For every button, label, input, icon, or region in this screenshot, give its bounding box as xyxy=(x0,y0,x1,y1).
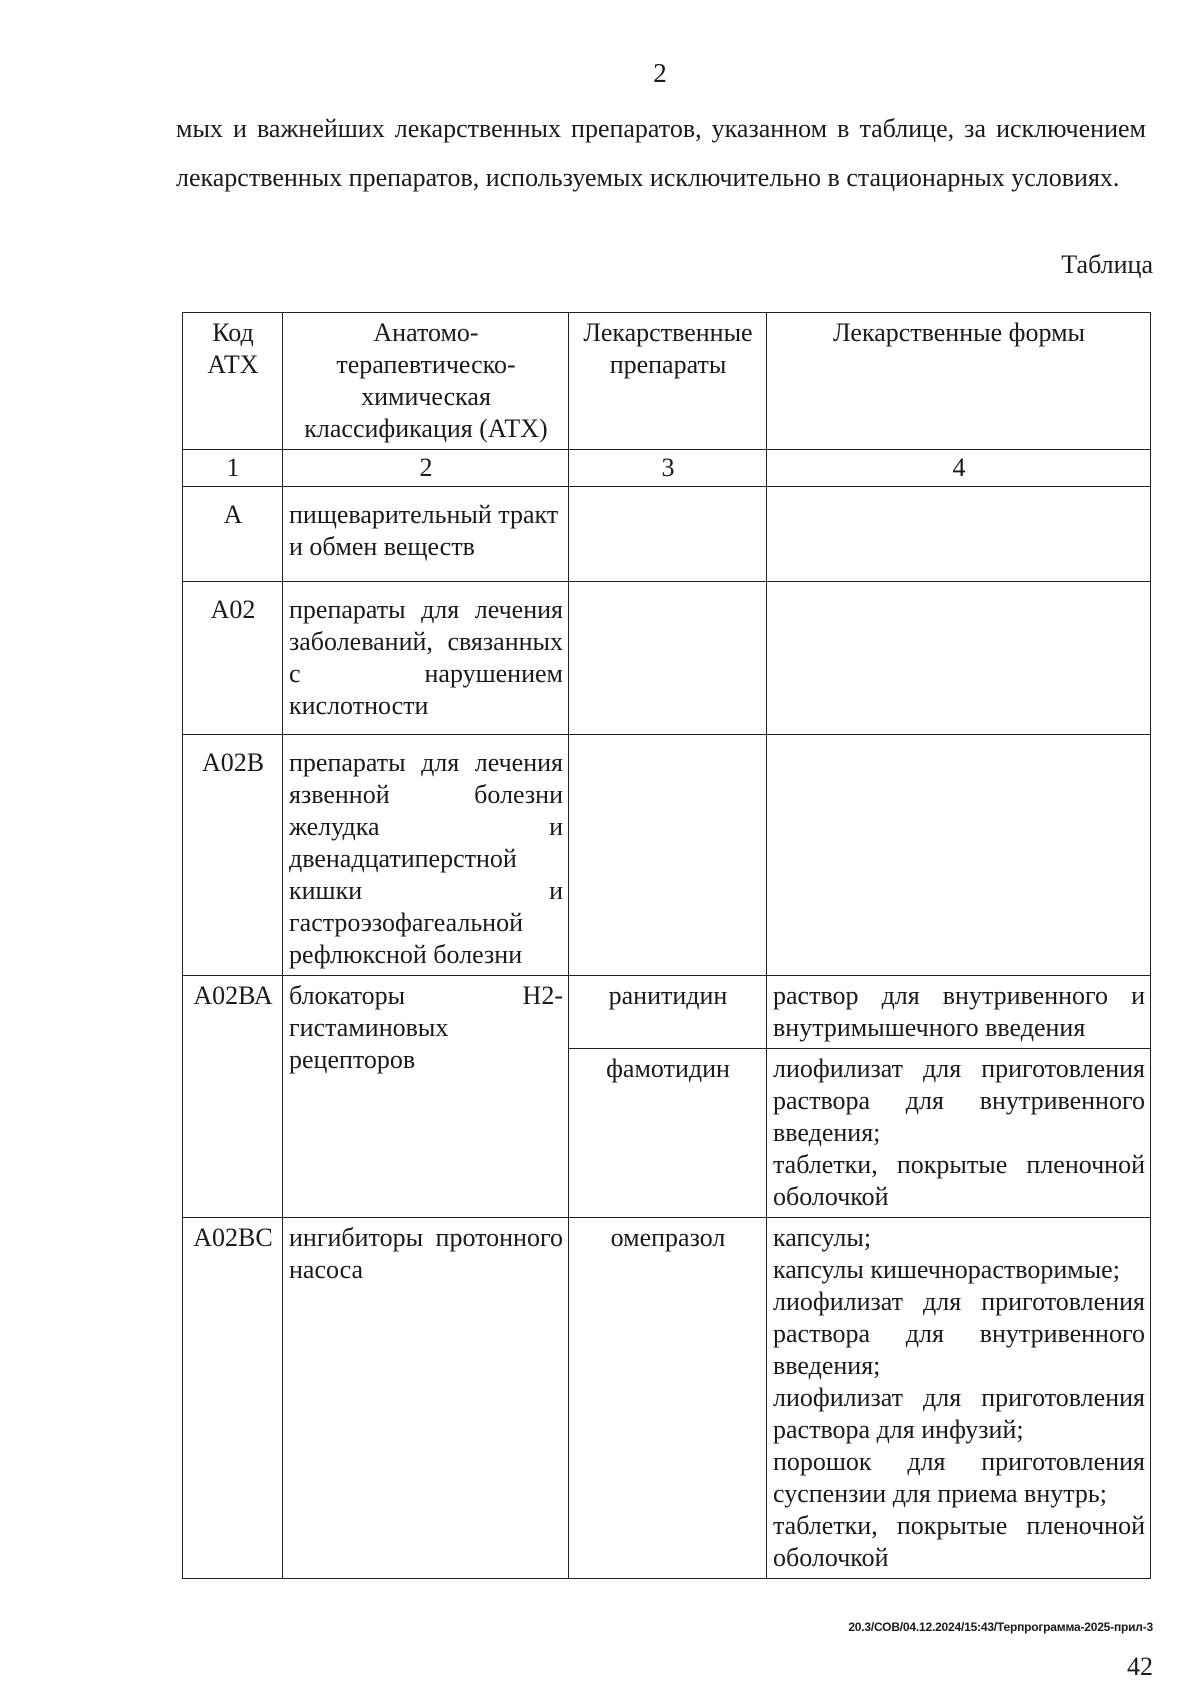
header-classification: Анатомо-терапевтическо-химическая классификация (АТХ) xyxy=(283,313,569,450)
table-row xyxy=(183,487,1151,582)
drug-form-item: таблетки, покрытые пленочной оболочкой xyxy=(773,1150,1145,1211)
atx-code: А02В xyxy=(183,735,283,976)
drug-name: ранитидин xyxy=(569,976,767,1049)
atx-classification: препараты для лечения язвенной болезни желудка и двенадцатиперстной кишки и гастроэзофагеальной рефлюксной болезни xyxy=(283,735,569,976)
atx-code: А xyxy=(183,487,283,582)
table-caption: Таблица xyxy=(1061,250,1153,279)
drug-form-item: раствор для внутривенного и внутримышечного введения xyxy=(773,981,1145,1042)
atx-classification: пищеварительный тракт и обмен веществ xyxy=(283,487,569,582)
table-row xyxy=(183,735,1151,976)
drug-cell-empty xyxy=(569,487,767,582)
table-row xyxy=(183,1218,1151,1579)
page-number: 2 xyxy=(653,58,667,88)
table-header-row xyxy=(183,313,1151,450)
drug-forms xyxy=(767,1218,1151,1579)
footer-page-number: 42 xyxy=(1127,1652,1153,1681)
column-number-row xyxy=(183,450,1151,487)
column-number-1: 1 xyxy=(183,450,283,487)
document-footer-code: 20.3/СОВ/04.12.2024/15:43/Терпрограмма-2025-прил-3 xyxy=(848,1620,1153,1634)
forms-cell-empty xyxy=(767,487,1151,582)
atx-code: А02 xyxy=(183,582,283,735)
drug-form-item: капсулы; xyxy=(773,1223,872,1252)
header-drugs: Лекарственные препараты xyxy=(569,313,767,450)
column-number-3: 3 xyxy=(569,450,767,487)
drug-form-item: порошок для приготовления суспензии для приема внутрь; xyxy=(773,1447,1145,1508)
drug-form-item: лиофилизат для приготовления раствора для инфузий; xyxy=(773,1383,1145,1444)
atx-classification: ингибиторы протонного насоса xyxy=(283,1218,569,1579)
header-code: Код АТХ xyxy=(183,313,283,450)
header-forms: Лекарственные формы xyxy=(767,313,1151,450)
atx-code: А02ВС xyxy=(183,1218,283,1579)
atx-code: А02ВА xyxy=(183,976,283,1218)
column-number-2: 2 xyxy=(283,450,569,487)
drug-name: фамотидин xyxy=(569,1049,767,1218)
atx-table xyxy=(182,312,1151,1579)
drug-cell-empty xyxy=(569,582,767,735)
forms-cell-empty xyxy=(767,735,1151,976)
drug-cell-empty xyxy=(569,735,767,976)
forms-cell-empty xyxy=(767,582,1151,735)
intro-paragraph: мых и важнейших лекарственных препаратов, указанном в таблице, за исключением лекарственных препаратов, используемых исключительно в стационарных условиях. xyxy=(176,114,1146,192)
drug-form-item: лиофилизат для приготовления раствора для внутривенного введения; xyxy=(773,1054,1145,1147)
table-row xyxy=(183,976,1151,1049)
drug-forms xyxy=(767,976,1151,1049)
table-row xyxy=(183,582,1151,735)
column-number-4: 4 xyxy=(767,450,1151,487)
atx-classification: блокаторы Н2-гистаминовых рецепторов xyxy=(283,976,569,1218)
drug-forms xyxy=(767,1049,1151,1218)
drug-form-item: лиофилизат для приготовления раствора для внутривенного введения; xyxy=(773,1287,1145,1380)
drug-form-item: таблетки, покрытые пленочной оболочкой xyxy=(773,1511,1145,1572)
drug-name: омепразол xyxy=(569,1218,767,1579)
atx-classification: препараты для лечения заболеваний, связанных с нарушением кислотности xyxy=(283,582,569,735)
drug-form-item: капсулы кишечнорастворимые; xyxy=(773,1255,1120,1284)
